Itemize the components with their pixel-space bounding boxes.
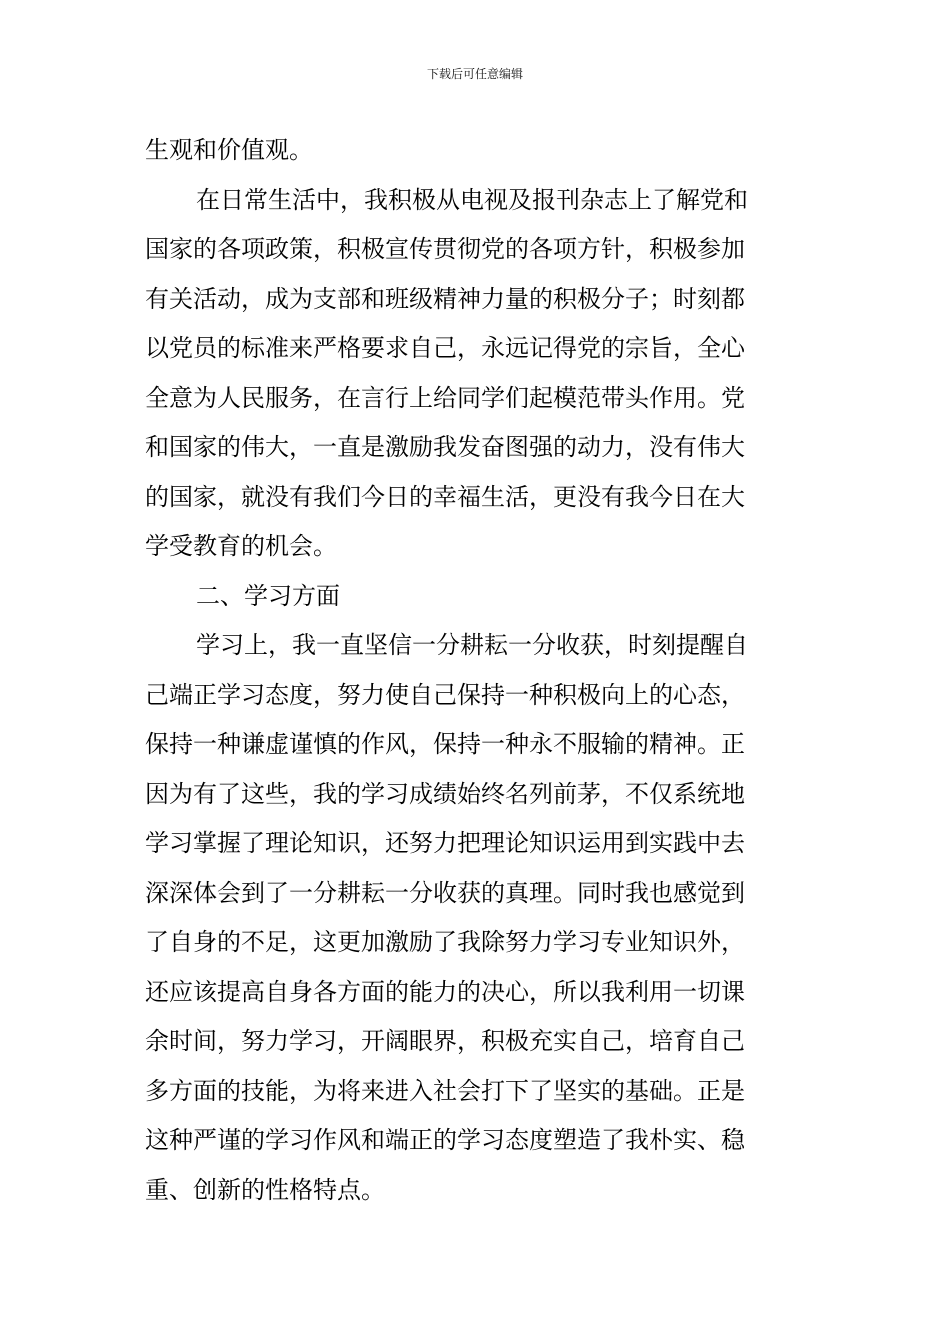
text-line: 深深体会到了一分耕耘一分收获的真理。同时我也感觉到 — [145, 878, 745, 907]
text-line: 以党员的标准来严格要求自己，永远记得党的宗旨，全心 — [145, 334, 745, 362]
text-line: 重、创新的性格特点。 — [145, 1175, 385, 1204]
text-line: 了自身的不足，这更加激励了我除努力学习专业知识外， — [145, 928, 745, 956]
text-line: 余时间，努力学习，开阔眼界，积极充实自己，培育自己 — [145, 1027, 745, 1055]
text-line: 多方面的技能，为将来进入社会打下了坚实的基础。正是 — [145, 1076, 745, 1105]
text-line: 生观和价值观。 — [145, 136, 313, 164]
text-line: 全意为人民服务，在言行上给同学们起模范带头作用。党 — [145, 383, 745, 412]
text-line: 这种严谨的学习作风和端正的学习态度塑造了我朴实、稳 — [145, 1126, 745, 1154]
document-body — [145, 126, 810, 1215]
text-line: 的国家，就没有我们今日的幸福生活，更没有我今日在大 — [145, 482, 745, 511]
text-line: 保持一种谦虚谨慎的作风，保持一种永不服输的精神。正 — [145, 730, 745, 758]
text-line: 有关活动，成为支部和班级精神力量的积极分子；时刻都 — [145, 284, 745, 313]
section-heading: 二、学习方面 — [196, 581, 340, 610]
text-line: 因为有了这些，我的学习成绩始终名列前茅，不仅系统地 — [145, 779, 745, 808]
text-line: 和国家的伟大，一直是激励我发奋图强的动力，没有伟大 — [145, 433, 745, 461]
text-line: 国家的各项政策，积极宣传贯彻党的各项方针，积极参加 — [145, 235, 745, 263]
paragraph-start-line: 在日常生活中，我积极从电视及报刊杂志上了解党和 — [196, 185, 748, 214]
text-line: 己端正学习态度，努力使自己保持一种积极向上的心态， — [145, 680, 745, 709]
paragraph-start-line: 学习上，我一直坚信一分耕耘一分收获，时刻提醒自 — [196, 631, 748, 659]
text-line: 学习掌握了理论知识，还努力把理论知识运用到实践中去 — [145, 829, 745, 857]
text-line: 学受教育的机会。 — [145, 532, 337, 560]
text-line: 还应该提高自身各方面的能力的决心，所以我利用一切课 — [145, 977, 745, 1006]
header-note: 下载后可任意编辑 — [426, 67, 523, 81]
